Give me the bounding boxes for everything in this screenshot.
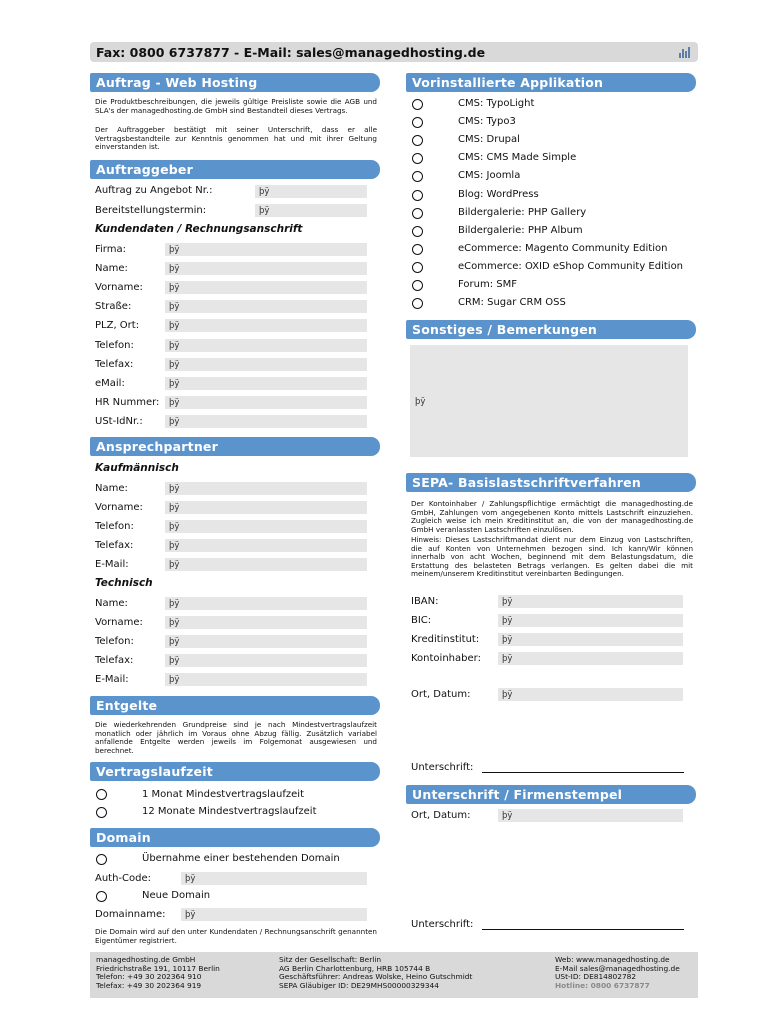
remarks-value: þÿ [415,397,426,407]
domain-new-radio[interactable] [96,891,107,902]
technical-4-field[interactable]: þÿ [165,673,367,686]
date-field[interactable]: þÿ [255,204,367,217]
app-radio-7[interactable] [412,226,423,237]
fees-header: Entgelte [90,696,380,715]
contact-header: Ansprechpartner [90,437,380,456]
technical-1-label: Vorname: [95,617,143,628]
app-label-0: CMS: TypoLight [458,98,535,109]
app-label-10: Forum: SMF [458,279,517,290]
footer-legal-seat: Sitz der Gesellschaft: Berlin [279,955,382,964]
offer-label: Auftrag zu Angebot Nr.: [95,185,213,196]
billing-0-label: Firma: [95,244,126,255]
commercial-0-label: Name: [95,483,128,494]
technical-3-field[interactable]: þÿ [165,654,367,667]
billing-1-field[interactable]: þÿ [165,262,367,275]
term-12-label: 12 Monate Mindestvertragslaufzeit [142,806,317,817]
technical-2-field[interactable]: þÿ [165,635,367,648]
term-1-label: 1 Monat Mindestvertragslaufzeit [142,789,304,800]
term-1-radio[interactable] [96,789,107,800]
term-12-radio[interactable] [96,807,107,818]
footer-legal-register: AG Berlin Charlottenburg, HRB 105744 B [279,963,431,973]
order-header: Auftrag - Web Hosting [90,73,380,92]
app-label-6: Bildergalerie: PHP Gallery [458,206,587,218]
domain-name-field[interactable]: þÿ [181,908,367,921]
app-label-2: CMS: Drupal [458,134,520,146]
sepa-signature-line[interactable] [482,772,684,773]
technical-3-label: Telefax: [95,655,134,666]
billing-3-label: Straße: [95,301,132,313]
sepa-header: SEPA- Basislastschriftverfahren [406,473,696,492]
commercial-title: Kaufmännisch [95,462,179,474]
domain-transfer-label: Übernahme einer bestehenden Domain [142,853,340,864]
technical-title: Technisch [95,577,153,589]
app-label-7: Bildergalerie: PHP Album [458,224,583,236]
signature-line[interactable] [482,929,684,930]
date-label: Bereitstellungstermin: [95,205,207,216]
app-label-8: eCommerce: Magento Community Edition [458,242,668,254]
app-label-9: eCommerce: OXID eShop Community Edition [458,260,684,272]
footer-hotline: Hotline: 0800 6737877 [555,980,650,990]
billing-6-field[interactable]: þÿ [165,358,367,371]
sepa-3-label: Kontoinhaber: [411,653,481,664]
signature-place-field[interactable]: þÿ [498,809,683,822]
client-header: Auftraggeber [90,160,380,179]
billing-4-label: PLZ, Ort: [95,320,140,332]
footer-legal [279,956,472,990]
domain-transfer-radio[interactable] [96,854,107,865]
sepa-place-field[interactable]: þÿ [498,688,683,701]
auth-code-label: Auth-Code: [95,873,152,884]
sepa-2-label: Kreditinstitut: [411,634,480,645]
sepa-3-field[interactable]: þÿ [498,652,683,665]
sepa-1-field[interactable]: þÿ [498,614,683,627]
signature-place-label: Ort, Datum: [411,810,471,821]
app-label-5: Blog: WordPress [458,188,539,200]
bar-chart-icon [679,47,692,58]
billing-4-field[interactable]: þÿ [165,319,367,332]
billing-5-field[interactable]: þÿ [165,339,367,352]
order-para-1: Die Produktbeschreibungen, die jeweils gültige Preisliste sowie die AGB und SLA's der managedhosting.de GmbH sind Bestandteil dieses Vertrags. [95,97,377,115]
footer-legal-managers: Geschäftsführer: Andreas Wolske, Heino Gutschmidt [279,972,473,982]
billing-5-label: Telefon: [95,339,134,351]
domain-header: Domain [90,828,380,847]
domain-note: Die Domain wird auf den unter Kundendaten / Rechnungsanschrift genannten Eigentümer registriert. [95,927,377,945]
billing-2-label: Vorname: [95,282,143,294]
billing-9-field[interactable]: þÿ [165,415,367,428]
signature-header: Unterschrift / Firmenstempel [406,785,696,804]
remarks-textarea[interactable] [410,345,688,457]
domain-new-label: Neue Domain [142,890,211,901]
footer-legal-sepa-id: SEPA Gläubiger ID: DE29MHS00000329344 [279,980,439,990]
technical-1-field[interactable]: þÿ [165,616,367,629]
commercial-1-label: Vorname: [95,502,143,513]
auth-code-field[interactable]: þÿ [181,872,367,885]
app-radio-2[interactable] [412,135,423,146]
commercial-3-field[interactable]: þÿ [165,539,367,552]
sepa-2-field[interactable]: þÿ [498,633,683,646]
app-radio-3[interactable] [412,153,423,164]
commercial-2-field[interactable]: þÿ [165,520,367,533]
app-label-1: CMS: Typo3 [458,116,516,128]
sepa-sign-label: Unterschrift: [411,762,474,773]
app-radio-1[interactable] [412,117,423,128]
billing-3-field[interactable]: þÿ [165,300,367,313]
sepa-0-field[interactable]: þÿ [498,595,683,608]
sepa-1-label: BIC: [411,615,432,626]
app-label-4: CMS: Joomla [458,170,521,182]
footer-company-fax: Telefax: +49 30 202364 919 [96,980,202,990]
billing-1-label: Name: [95,263,128,275]
footer-company-phone: Telefon: +49 30 202364 910 [96,972,202,982]
commercial-0-field[interactable]: þÿ [165,482,367,495]
billing-title: Kundendaten / Rechnungsanschrift [95,223,303,235]
commercial-2-label: Telefon: [95,521,134,532]
order-para-2: Der Auftraggeber bestätigt mit seiner Unterschrift, dass er alle Vertragsbestandteile zur Kenntnis genommen hat und mit ihrer Geltung einverstanden ist. [95,125,377,152]
billing-0-field[interactable]: þÿ [165,243,367,256]
billing-8-field[interactable]: þÿ [165,396,367,409]
footer-web [555,956,680,990]
sepa-para-2: Hinweis: Dieses Lastschriftmandat dient nur dem Einzug von Lastschriften, die auf Konten von Unternehmen bezogen sind. Ich kann/Wir können innerhalb von acht Wochen, beginnend mit dem Belastungsdatum, die Erstattung des belasteten Betrags verlangen. Es gelten dabei die mit meinem/unserem Kreditinstitut vereinbarten Bedingungen. [411,535,693,579]
app-radio-9[interactable] [412,262,423,273]
billing-6-label: Telefax: [95,358,134,370]
footer-company-name: managedhosting.de GmbH [96,955,196,964]
fees-text: Die wiederkehrenden Grundpreise sind je nach Mindestvertragslaufzeit monatlich oder jährlich im Voraus ohne Abzug fällig. Zusätzlich variabel anfallende Entgelte werden jeweils im Folgemonat ausgewiesen und berechnet. [95,720,377,755]
billing-2-field[interactable]: þÿ [165,281,367,294]
technical-4-label: E-Mail: [95,674,129,685]
footer-web-email: E-Mail sales@managedhosting.de [555,963,680,973]
signature-sign-label: Unterschrift: [411,919,474,930]
sepa-para-1: Der Kontoinhaber / Zahlungspflichtige ermächtigt die managedhosting.de GmbH, Zahlungen vom angegebenen Konto mittels Lastschrift einzuziehen. Zugleich weise ich mein Kreditinstitut an, die von der managedhosting.de GmbH veranlassten Lastschriften einzulösen. [411,499,693,534]
domain-name-label: Domainname: [95,909,166,920]
technical-0-field[interactable]: þÿ [165,597,367,610]
apps-header: Vorinstallierte Applikation [406,73,696,92]
app-radio-8[interactable] [412,244,423,255]
remarks-header: Sonstiges / Bemerkungen [406,320,696,339]
footer-company-address: Friedrichstraße 191, 10117 Berlin [96,963,220,973]
commercial-1-field[interactable]: þÿ [165,501,367,514]
commercial-4-label: E-Mail: [95,559,129,570]
term-header: Vertragslaufzeit [90,762,380,781]
footer-web-url: Web: www.managedhosting.de [555,955,670,964]
commercial-3-label: Telefax: [95,540,134,551]
billing-9-label: USt-IdNr.: [95,415,143,427]
billing-7-field[interactable]: þÿ [165,377,367,390]
footer-company [96,956,220,990]
sepa-0-label: IBAN: [411,596,439,607]
app-label-3: CMS: CMS Made Simple [458,152,577,164]
footer-web-vat: USt-ID: DE814802782 [555,972,637,982]
sepa-place-label: Ort, Datum: [411,689,471,700]
app-label-11: CRM: Sugar CRM OSS [458,297,566,309]
technical-0-label: Name: [95,598,128,609]
commercial-4-field[interactable]: þÿ [165,558,367,571]
app-radio-4[interactable] [412,171,423,182]
billing-7-label: eMail: [95,377,125,389]
app-radio-5[interactable] [412,190,423,201]
billing-8-label: HR Nummer: [95,396,160,408]
app-radio-11[interactable] [412,298,423,309]
app-radio-10[interactable] [412,280,423,291]
contact-text: Fax: 0800 6737877 - E-Mail: sales@managedhosting.de [96,45,486,60]
technical-2-label: Telefon: [95,636,134,647]
app-radio-6[interactable] [412,208,423,219]
app-radio-0[interactable] [412,99,423,110]
offer-field[interactable]: þÿ [255,185,367,198]
